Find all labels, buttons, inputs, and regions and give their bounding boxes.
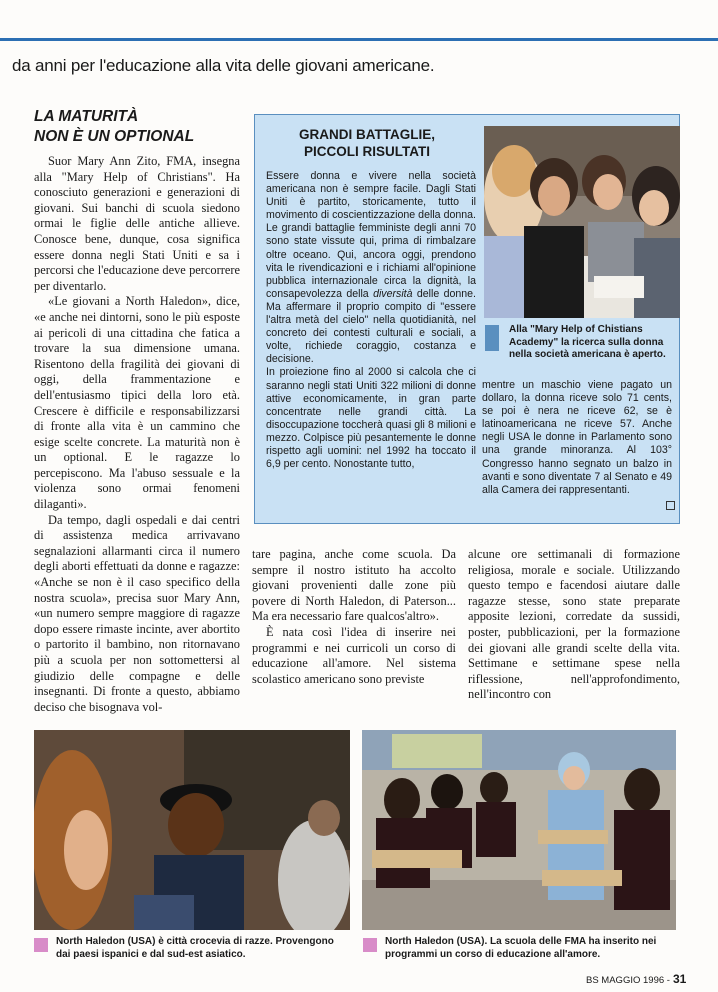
- section-title: [34, 107, 234, 147]
- classroom-photo-illustration: [362, 730, 676, 930]
- issue-label: BS MAGGIO 1996 -: [586, 975, 670, 986]
- paragraph-6: alcune ore settimanali di formazione religiosa, morale e sociale. Utilizzando questo tempo e facendosi aiutare dalle ragazze stesse, sono state preparate apposite lezioni, corredate da sussidi, poster, pubblicazioni, per la formazione dei giovani alle grandi scelte della vita. Settimane e settimane spese nella riflessione, nell'approfondimento, nell'incontro con: [468, 547, 680, 702]
- photo-left: [34, 730, 350, 930]
- box-text-1a: Essere donna e vivere nella società americana non è sempre facile. Dagli Stati Uniti è partito, storicamente, tutto il movimento di coscientizzazione della donna. Le grandi battaglie femministe degli anni 70 sono state vissute qui, prima di rimbalzare oltre oceano. Qui, ancora oggi, prendono vita le rivendicazioni e i richiami all'opinione pubblica internazionale circa la dignità, la consapevolezza della: [266, 170, 476, 300]
- article-column-3: [468, 547, 680, 703]
- header-rule: [0, 38, 718, 41]
- box-paragraph-2: In proiezione fino al 2000 si calcola che ci saranno negli stati Uniti 322 milioni di donne attive economicamente, in gran parte concentrate nelle grandi città. La disoccupazione toccherà quasi gli 8 milioni e mezzo. Colpisce più pesantemente le donne rispetto agli uomini: nel 1992 ha toccato il 6,9 per cento. Nonostante tutto,: [266, 366, 476, 471]
- paragraph-1: Suor Mary Ann Zito, FMA, insegna alla "Mary Help of Christians". Ha conosciuto generazioni e generazioni di giovani. Sui banchi di scuola siedono ormai le figlie delle antiche allieve. Conosce bene, dunque, cosa significa essere donna negli Stati Uniti e sa i percorsi che l'educazione deve percorrere per diventarlo.: [34, 154, 240, 293]
- box-photo-caption: Alla "Mary Help of Chistians Academy" la ricerca sulla donna nella società americana è aperto.: [509, 324, 666, 360]
- paragraph-2: «Le giovani a North Haledon», dice, «e anche nei dintorni, sono le più esposte ai pericoli di una cittadina che fatica a trovare la sua dimensione umana. Risentono della fragilità dei giovani di oggi, della frammentazione e dell'entusiasmo tipici della loro età. Crescere è difficile e responsabilizzarsi di fronte alla vita è un cammino che esige scelte concrete. La maturità non è un optional. E le ragazze lo percepiscono. Ma l'abuso sessuale e la violenza sono ormai fenomeni dilaganti».: [34, 294, 240, 512]
- box-text-italic: diversità: [373, 287, 413, 300]
- caption-marker-right: [363, 938, 377, 952]
- paragraph-5: È nata così l'idea di inserire nei programmi e nei curricoli un corso di educazione all'amore. Nel sistema scolastico americano sono previste: [252, 624, 456, 686]
- box-photo: [484, 126, 680, 318]
- box-title: [262, 126, 472, 160]
- photo-right: [362, 730, 676, 930]
- page-footer: [586, 972, 686, 986]
- page-number: 31: [672, 972, 687, 986]
- photo-right-caption: North Haledon (USA). La scuola delle FMA ha inserito nei programmi un corso di educazione all'amore.: [385, 936, 657, 960]
- box-text-right: mentre un maschio viene pagato un dollaro, la donna riceve solo 71 cents, se poi è nera ne riceve 62, se è latinoamericana ne riceve 57. Anche negli USA le donne in Parlamento sono una grande minoranza. Al 103° Congresso hanno segnato un balzo in avanti e sono diventate 7 al Senato e 49 alla Camera dei rappresentanti.: [482, 379, 672, 496]
- box-text-left: [266, 170, 476, 471]
- box-title-line2: PICCOLI RISULTATI: [304, 144, 430, 159]
- paragraph-3: Da tempo, dagli ospedali e dai centri di assistenza medica arrivavano segnalazioni allarmanti circa il numero degli aborti effettuati da donne e ragazze: «Anche se non è il caso specifico della nostra scuola», precisa suor Mary Ann, «un numero sempre maggiore di ragazze dopo essere rimaste incinte, aver abortito o partorito il bambino, non ritornavano più a scuola per non sottomettersi al giudizio delle compagne e delle insegnanti. Di fronte a questo, abbiamo deciso che bisognava vol-: [34, 512, 240, 714]
- caption-marker: [485, 325, 499, 351]
- article-column-1: [34, 154, 240, 715]
- caption-marker-left: [34, 938, 48, 952]
- box-title-line1: GRANDI BATTAGLIE,: [299, 127, 435, 142]
- section-title-line2: NON È UN OPTIONAL: [34, 128, 195, 145]
- box-text-1b: delle donne. Ma affermare il proprio compito di "essere l'altra metà del cielo" nella quotidianità, nel concreto dei contesti culturali e sociali, a volte, richiede coraggio, costanza e decisione.: [266, 287, 476, 366]
- article-column-2: [252, 547, 456, 687]
- students-photo-illustration: [484, 126, 680, 318]
- youths-photo-illustration: [34, 730, 350, 930]
- paragraph-4: tare pagina, anche come scuola. Da sempre il nostro istituto ha accolto giovani provenienti dalle zone più povere di North Haledon, di Paterson... Ma era necessario fare qualcos'altro».: [252, 547, 456, 624]
- section-title-line1: LA MATURITÀ: [34, 108, 139, 125]
- box-paragraph-1: [266, 170, 476, 366]
- photo-left-caption: North Haledon (USA) è città crocevia di razze. Provengono dai paesi ispanici e dal sud-est asiatico.: [56, 936, 334, 960]
- page-headline: da anni per l'educazione alla vita delle giovani americane.: [12, 56, 435, 75]
- end-mark-icon: [666, 501, 675, 510]
